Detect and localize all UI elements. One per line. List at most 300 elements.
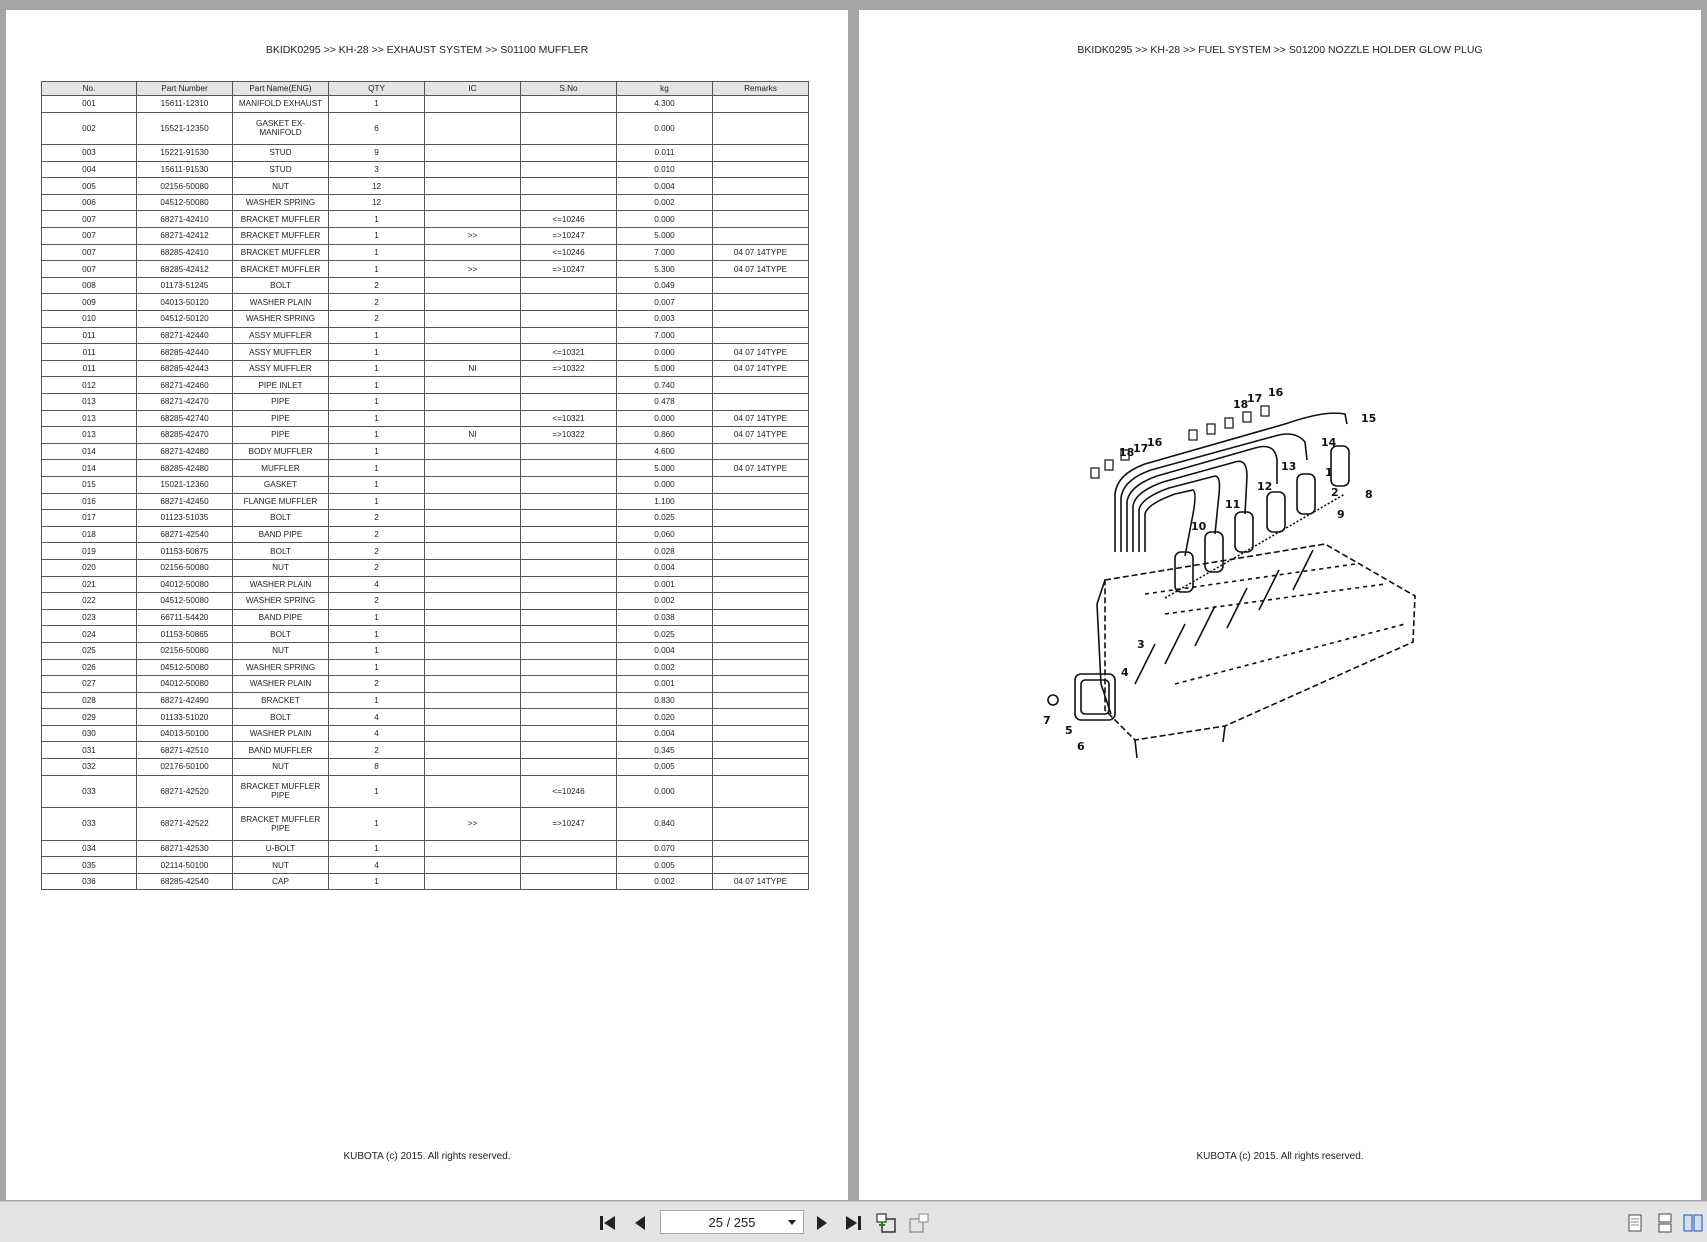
table-cell: 9 xyxy=(329,145,425,162)
table-cell: <=10246 xyxy=(521,775,617,808)
table-cell: 0.005 xyxy=(617,759,713,776)
table-cell: 7.000 xyxy=(617,327,713,344)
continuous-view-button[interactable] xyxy=(1654,1212,1676,1234)
table-row[interactable] xyxy=(42,112,809,145)
diagram-label-18b: 18 xyxy=(1119,446,1135,459)
diagram-label-3: 3 xyxy=(1137,638,1145,651)
table-cell xyxy=(425,112,521,145)
diagram-label-13: 13 xyxy=(1281,460,1297,473)
table-cell xyxy=(713,676,809,693)
table-cell: 019 xyxy=(42,543,137,560)
table-cell xyxy=(521,277,617,294)
table-cell: 1 xyxy=(329,443,425,460)
diagram-label-17b: 17 xyxy=(1133,442,1149,455)
table-row[interactable] xyxy=(42,510,809,527)
table-cell: 15221-91530 xyxy=(137,145,233,162)
table-cell: 026 xyxy=(42,659,137,676)
table-cell: 0.000 xyxy=(617,775,713,808)
table-cell: 0.478 xyxy=(617,394,713,411)
table-cell xyxy=(425,526,521,543)
table-cell xyxy=(521,96,617,113)
diagram-label-8: 8 xyxy=(1365,488,1373,501)
table-cell xyxy=(713,194,809,211)
table-cell xyxy=(521,161,617,178)
table-row[interactable] xyxy=(42,476,809,493)
table-cell: BRACKET MUFFLER xyxy=(233,261,329,278)
table-cell xyxy=(713,493,809,510)
table-cell: 15611-12310 xyxy=(137,96,233,113)
table-cell: <=10246 xyxy=(521,211,617,228)
next-page-button[interactable] xyxy=(811,1212,833,1234)
table-row[interactable] xyxy=(42,493,809,510)
prev-page-icon xyxy=(633,1215,647,1231)
table-cell xyxy=(425,294,521,311)
table-cell: 12 xyxy=(329,178,425,195)
table-cell: 1 xyxy=(329,427,425,444)
table-cell xyxy=(713,476,809,493)
column-header: Part Number xyxy=(137,82,233,96)
table-cell: 007 xyxy=(42,244,137,261)
table-cell: BRACKET MUFFLER PIPE xyxy=(233,775,329,808)
first-page-button[interactable] xyxy=(597,1212,619,1234)
table-cell: 018 xyxy=(42,526,137,543)
table-cell: 0.000 xyxy=(617,112,713,145)
table-cell: 1 xyxy=(329,344,425,361)
table-cell: 005 xyxy=(42,178,137,195)
table-cell: 0.000 xyxy=(617,476,713,493)
table-row[interactable] xyxy=(42,840,809,857)
table-cell: BOLT xyxy=(233,709,329,726)
table-cell xyxy=(713,211,809,228)
table-cell xyxy=(425,559,521,576)
diagram-label-11: 11 xyxy=(1225,498,1241,511)
diagram-label-16b: 16 xyxy=(1147,436,1163,449)
table-cell xyxy=(713,609,809,626)
table-cell: 0.038 xyxy=(617,609,713,626)
table-cell: 02114-50100 xyxy=(137,857,233,874)
table-cell: 034 xyxy=(42,840,137,857)
column-header: kg xyxy=(617,82,713,96)
table-cell xyxy=(521,394,617,411)
table-cell: BOLT xyxy=(233,626,329,643)
table-cell: 5.000 xyxy=(617,228,713,245)
table-cell: 01153-50865 xyxy=(137,626,233,643)
right-page-footer: KUBOTA (c) 2015. All rights reserved. xyxy=(1196,1151,1364,1162)
table-cell xyxy=(521,112,617,145)
table-cell: PIPE INLET xyxy=(233,377,329,394)
single-page-view-button[interactable] xyxy=(1624,1212,1646,1234)
table-row[interactable] xyxy=(42,344,809,361)
table-cell xyxy=(521,493,617,510)
table-row[interactable] xyxy=(42,857,809,874)
table-row[interactable] xyxy=(42,526,809,543)
table-cell: =>10247 xyxy=(521,808,617,841)
table-cell xyxy=(425,692,521,709)
diagram-label-7: 7 xyxy=(1043,714,1051,727)
table-cell: 1 xyxy=(329,211,425,228)
table-cell xyxy=(425,709,521,726)
table-cell xyxy=(521,659,617,676)
table-cell xyxy=(425,394,521,411)
table-cell: 033 xyxy=(42,808,137,841)
table-cell: 04512-50080 xyxy=(137,593,233,610)
last-page-icon xyxy=(844,1215,862,1231)
single-page-view-icon xyxy=(1628,1214,1642,1232)
table-cell: 0.004 xyxy=(617,725,713,742)
table-cell: 0.830 xyxy=(617,692,713,709)
table-cell xyxy=(713,510,809,527)
first-page-icon xyxy=(599,1215,617,1231)
table-row[interactable] xyxy=(42,194,809,211)
table-cell xyxy=(425,178,521,195)
table-cell: 01123-51035 xyxy=(137,510,233,527)
table-row[interactable] xyxy=(42,873,809,890)
table-row[interactable] xyxy=(42,311,809,328)
table-cell xyxy=(521,759,617,776)
table-cell: 68271-42470 xyxy=(137,394,233,411)
table-cell: 2 xyxy=(329,593,425,610)
table-row[interactable] xyxy=(42,394,809,411)
table-cell: 12 xyxy=(329,194,425,211)
page-indicator: 25 / 255 xyxy=(708,1214,756,1230)
table-cell: 8 xyxy=(329,759,425,776)
table-cell xyxy=(425,244,521,261)
table-cell: 1 xyxy=(329,808,425,841)
table-cell: 68271-42440 xyxy=(137,327,233,344)
page-number-field[interactable] xyxy=(660,1210,804,1234)
last-page-button[interactable] xyxy=(842,1212,864,1234)
table-cell: STUD xyxy=(233,145,329,162)
table-cell xyxy=(521,840,617,857)
table-cell: 0.002 xyxy=(617,194,713,211)
table-cell xyxy=(713,543,809,560)
go-back-icon xyxy=(875,1213,897,1233)
table-cell: GASKET EX-MANIFOLD xyxy=(233,112,329,145)
table-cell: 4.300 xyxy=(617,96,713,113)
table-cell: 1 xyxy=(329,642,425,659)
diagram-label-6: 6 xyxy=(1077,740,1085,753)
table-cell xyxy=(713,311,809,328)
table-cell: <=10321 xyxy=(521,410,617,427)
table-row[interactable] xyxy=(42,576,809,593)
table-cell xyxy=(713,626,809,643)
table-cell xyxy=(521,526,617,543)
table-cell: 017 xyxy=(42,510,137,527)
table-cell: 04012-50080 xyxy=(137,576,233,593)
table-row[interactable] xyxy=(42,593,809,610)
table-row[interactable] xyxy=(42,626,809,643)
table-cell xyxy=(713,394,809,411)
table-cell: 023 xyxy=(42,609,137,626)
table-cell: 0.002 xyxy=(617,593,713,610)
go-forward-button[interactable] xyxy=(908,1212,930,1234)
table-cell: 2 xyxy=(329,277,425,294)
table-cell: BAND PIPE xyxy=(233,526,329,543)
table-cell xyxy=(521,725,617,742)
table-cell: 0.002 xyxy=(617,659,713,676)
table-cell: 006 xyxy=(42,194,137,211)
table-cell xyxy=(425,377,521,394)
table-cell: 01153-50875 xyxy=(137,543,233,560)
table-row[interactable] xyxy=(42,327,809,344)
column-header: IC xyxy=(425,82,521,96)
table-cell xyxy=(425,211,521,228)
table-row[interactable] xyxy=(42,775,809,808)
table-row[interactable] xyxy=(42,211,809,228)
table-cell xyxy=(521,510,617,527)
table-cell xyxy=(425,344,521,361)
table-cell: 031 xyxy=(42,742,137,759)
table-row[interactable] xyxy=(42,261,809,278)
table-cell: 014 xyxy=(42,460,137,477)
table-cell xyxy=(425,460,521,477)
table-cell xyxy=(713,709,809,726)
table-row[interactable] xyxy=(42,161,809,178)
viewer-toolbar xyxy=(0,1201,1707,1242)
table-cell: NI xyxy=(425,427,521,444)
table-row[interactable] xyxy=(42,145,809,162)
table-cell: 0.004 xyxy=(617,642,713,659)
table-cell xyxy=(425,873,521,890)
go-back-button[interactable] xyxy=(875,1212,897,1234)
diagram-label-10: 10 xyxy=(1191,520,1207,533)
table-cell: 1 xyxy=(329,873,425,890)
table-cell xyxy=(425,659,521,676)
table-cell: NI xyxy=(425,360,521,377)
table-cell: 68271-42510 xyxy=(137,742,233,759)
table-cell xyxy=(713,692,809,709)
table-cell: >> xyxy=(425,808,521,841)
diagram-label-4: 4 xyxy=(1121,666,1129,679)
table-cell xyxy=(521,377,617,394)
table-cell xyxy=(425,609,521,626)
table-row[interactable] xyxy=(42,759,809,776)
table-cell: 04512-50080 xyxy=(137,659,233,676)
table-cell xyxy=(425,543,521,560)
table-cell: 68271-42530 xyxy=(137,840,233,857)
table-cell xyxy=(425,676,521,693)
table-row[interactable] xyxy=(42,277,809,294)
table-cell xyxy=(713,725,809,742)
table-cell: 15521-12350 xyxy=(137,112,233,145)
left-page-header: BKIDK0295 >> KH-28 >> EXHAUST SYSTEM >> S01100 MUFFLER xyxy=(265,44,589,56)
parts-table xyxy=(41,81,809,890)
right-page-header: BKIDK0295 >> KH-28 >> FUEL SYSTEM >> S01200 NOZZLE HOLDER GLOW PLUG xyxy=(1077,44,1483,56)
table-cell: 0.740 xyxy=(617,377,713,394)
table-row[interactable] xyxy=(42,294,809,311)
table-row[interactable] xyxy=(42,427,809,444)
table-cell: 2 xyxy=(329,294,425,311)
table-cell xyxy=(425,576,521,593)
table-cell: 2 xyxy=(329,311,425,328)
table-cell xyxy=(713,840,809,857)
table-cell: >> xyxy=(425,261,521,278)
table-cell: 0.025 xyxy=(617,510,713,527)
table-cell: 029 xyxy=(42,709,137,726)
table-cell: 036 xyxy=(42,873,137,890)
table-cell: STUD xyxy=(233,161,329,178)
table-cell xyxy=(521,559,617,576)
table-cell xyxy=(521,311,617,328)
table-cell: 4 xyxy=(329,857,425,874)
table-row[interactable] xyxy=(42,642,809,659)
table-cell: 025 xyxy=(42,642,137,659)
table-row[interactable] xyxy=(42,178,809,195)
table-cell: 1 xyxy=(329,261,425,278)
table-cell: 013 xyxy=(42,427,137,444)
table-cell: ASSY MUFFLER xyxy=(233,344,329,361)
go-forward-icon xyxy=(908,1213,930,1233)
table-cell: 0.345 xyxy=(617,742,713,759)
table-cell: 15611-91530 xyxy=(137,161,233,178)
table-row[interactable] xyxy=(42,228,809,245)
table-cell: BOLT xyxy=(233,510,329,527)
table-cell: BRACKET xyxy=(233,692,329,709)
table-cell: 1 xyxy=(329,228,425,245)
table-cell: 0.049 xyxy=(617,277,713,294)
table-cell xyxy=(521,443,617,460)
table-cell: 1 xyxy=(329,840,425,857)
table-cell: WASHER PLAIN xyxy=(233,576,329,593)
table-row[interactable] xyxy=(42,244,809,261)
table-cell: 68271-42490 xyxy=(137,692,233,709)
table-cell xyxy=(521,145,617,162)
table-cell xyxy=(713,294,809,311)
table-cell: 0.010 xyxy=(617,161,713,178)
table-cell: ASSY MUFFLER xyxy=(233,327,329,344)
diagram-label-16: 16 xyxy=(1268,386,1284,399)
table-row[interactable] xyxy=(42,543,809,560)
table-cell: 0.001 xyxy=(617,576,713,593)
table-row[interactable] xyxy=(42,709,809,726)
table-cell: 04 07 14TYPE xyxy=(713,873,809,890)
right-page xyxy=(859,10,1701,1200)
table-cell: WASHER SPRING xyxy=(233,593,329,610)
table-cell xyxy=(425,194,521,211)
table-row[interactable] xyxy=(42,808,809,841)
table-row[interactable] xyxy=(42,410,809,427)
prev-page-button[interactable] xyxy=(629,1212,651,1234)
table-cell: 012 xyxy=(42,377,137,394)
left-page-footer: KUBOTA (c) 2015. All rights reserved. xyxy=(343,1151,511,1162)
table-cell: =>10322 xyxy=(521,360,617,377)
table-cell xyxy=(713,277,809,294)
table-cell: 032 xyxy=(42,759,137,776)
table-cell: 1 xyxy=(329,460,425,477)
table-cell: 68285-42740 xyxy=(137,410,233,427)
column-header: S.No xyxy=(521,82,617,96)
diagram-label-2: 2 xyxy=(1331,486,1339,499)
table-cell: 015 xyxy=(42,476,137,493)
table-cell: BAND MUFFLER xyxy=(233,742,329,759)
table-cell xyxy=(713,526,809,543)
table-cell xyxy=(521,873,617,890)
table-row[interactable] xyxy=(42,96,809,113)
table-cell xyxy=(425,476,521,493)
table-row[interactable] xyxy=(42,460,809,477)
column-header: Remarks xyxy=(713,82,809,96)
table-cell xyxy=(713,576,809,593)
table-cell xyxy=(425,443,521,460)
table-cell: 002 xyxy=(42,112,137,145)
table-cell: 1 xyxy=(329,609,425,626)
table-cell: 0.011 xyxy=(617,145,713,162)
table-cell xyxy=(521,676,617,693)
table-cell: 1 xyxy=(329,377,425,394)
table-row[interactable] xyxy=(42,559,809,576)
table-cell: 68271-42410 xyxy=(137,211,233,228)
table-row[interactable] xyxy=(42,659,809,676)
table-row[interactable] xyxy=(42,725,809,742)
table-cell xyxy=(521,178,617,195)
table-cell: BRACKET MUFFLER xyxy=(233,211,329,228)
table-cell: 68271-42540 xyxy=(137,526,233,543)
table-cell xyxy=(713,775,809,808)
table-cell xyxy=(425,759,521,776)
table-row[interactable] xyxy=(42,692,809,709)
next-page-icon xyxy=(815,1215,829,1231)
table-cell xyxy=(425,311,521,328)
table-cell: 04 07 14TYPE xyxy=(713,360,809,377)
table-cell xyxy=(425,277,521,294)
table-cell xyxy=(425,775,521,808)
table-cell: 1 xyxy=(329,659,425,676)
table-cell: 1 xyxy=(329,493,425,510)
diagram-label-5: 5 xyxy=(1065,724,1073,737)
table-cell xyxy=(521,642,617,659)
table-cell: 02176-50100 xyxy=(137,759,233,776)
table-row[interactable] xyxy=(42,377,809,394)
table-cell: 009 xyxy=(42,294,137,311)
table-row[interactable] xyxy=(42,742,809,759)
table-cell: NUT xyxy=(233,178,329,195)
table-cell xyxy=(521,543,617,560)
table-cell: BAND PIPE xyxy=(233,609,329,626)
table-cell xyxy=(521,327,617,344)
diagram-label-12: 12 xyxy=(1257,480,1273,493)
table-cell xyxy=(521,194,617,211)
table-row[interactable] xyxy=(42,443,809,460)
table-cell xyxy=(425,96,521,113)
table-row[interactable] xyxy=(42,676,809,693)
table-cell: 1 xyxy=(329,360,425,377)
table-cell: BRACKET MUFFLER PIPE xyxy=(233,808,329,841)
table-cell xyxy=(425,493,521,510)
diagram-label-14: 14 xyxy=(1321,436,1337,449)
table-cell: 04 07 14TYPE xyxy=(713,460,809,477)
column-header: No. xyxy=(42,82,137,96)
column-header: QTY xyxy=(329,82,425,96)
two-page-view-icon xyxy=(1683,1214,1703,1232)
table-cell: 0.025 xyxy=(617,626,713,643)
table-cell: 1 xyxy=(329,394,425,411)
table-cell xyxy=(425,857,521,874)
table-cell xyxy=(521,476,617,493)
table-cell xyxy=(521,709,617,726)
table-cell: 04013-50100 xyxy=(137,725,233,742)
table-cell: 007 xyxy=(42,261,137,278)
table-cell xyxy=(425,510,521,527)
table-row[interactable] xyxy=(42,360,809,377)
table-cell: 68285-42412 xyxy=(137,261,233,278)
table-cell: NUT xyxy=(233,642,329,659)
table-row[interactable] xyxy=(42,609,809,626)
table-cell: BOLT xyxy=(233,543,329,560)
two-page-view-button[interactable] xyxy=(1682,1212,1704,1234)
table-cell: 5.000 xyxy=(617,460,713,477)
table-cell: 033 xyxy=(42,775,137,808)
table-cell: 0.860 xyxy=(617,427,713,444)
